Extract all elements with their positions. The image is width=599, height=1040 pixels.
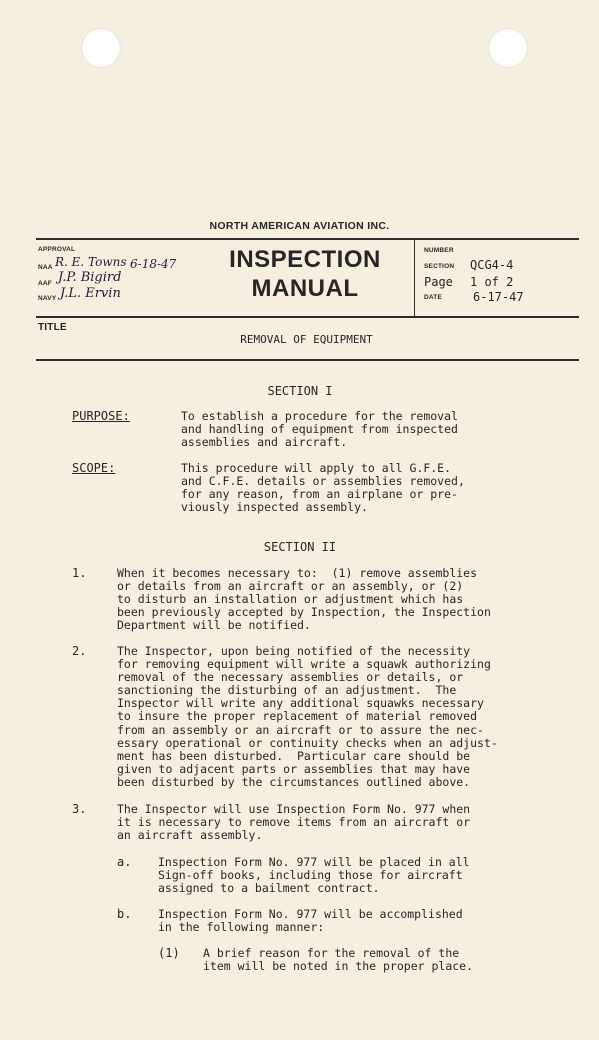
navy-label: NAVY xyxy=(38,295,57,302)
company-name: NORTH AMERICAN AVIATION INC. xyxy=(209,220,390,232)
page-value: 1 of 2 xyxy=(470,275,514,289)
item-3-text: The Inspector will use Inspection Form No. 977 when it is necessary to remove items from an aircraft or an aircraft assembly. xyxy=(117,802,471,843)
document-title: REMOVAL OF EQUIPMENT xyxy=(240,333,373,346)
sub-item-b1-label: (1) xyxy=(158,946,180,960)
section-label: SECTION xyxy=(424,263,455,270)
header-top-rule xyxy=(36,238,579,240)
purpose-label: PURPOSE: xyxy=(72,409,130,423)
section-ii-heading: SECTION II xyxy=(263,540,337,554)
purpose-text: To establish a procedure for the removal and handling of equipment from inspected assemblies and aircraft. xyxy=(181,409,458,450)
approval-label: APPROVAL xyxy=(38,246,76,253)
naa-label: NAA xyxy=(38,264,53,271)
manual-title-line2: MANUAL xyxy=(251,275,359,302)
sub-item-a-label: a. xyxy=(117,855,132,869)
punch-hole-left xyxy=(81,28,121,68)
page-label: Page xyxy=(424,275,453,289)
sub-item-b-label: b. xyxy=(117,907,132,921)
navy-signature: J.L. Ervin xyxy=(60,286,121,301)
naa-signature: R. E. Towns xyxy=(55,255,127,269)
sub-item-b-text: Inspection Form No. 977 will be accomplished in the following manner: xyxy=(158,907,463,935)
item-2-number: 2. xyxy=(72,644,87,658)
section-value: QCG4-4 xyxy=(470,258,514,272)
header-vertical-rule xyxy=(414,238,415,318)
sub-item-a-text: Inspection Form No. 977 will be placed in all Sign-off books, including those for aircraft assigned to a bailment contract. xyxy=(158,855,470,896)
section-i-heading: SECTION I xyxy=(267,384,333,398)
item-3-number: 3. xyxy=(72,802,87,816)
header-bottom-rule xyxy=(36,316,579,318)
title-bottom-rule xyxy=(36,359,579,361)
scope-text: This procedure will apply to all G.F.E. and C.F.E. details or assemblies removed, for any reason, from an airplane or pre- viously inspected assembly. xyxy=(181,461,465,515)
manual-title-line1: INSPECTION xyxy=(229,246,381,273)
naa-signature-date: 6-18-47 xyxy=(130,257,177,271)
scope-label: SCOPE: xyxy=(72,461,116,475)
aaf-signature: J.P. Bigird xyxy=(58,270,122,285)
punch-hole-right xyxy=(488,28,528,68)
sub-item-b1-text: A brief reason for the removal of the item will be noted in the proper place. xyxy=(203,946,474,974)
item-1-text: When it becomes necessary to: (1) remove assemblies or details from an aircraft or an assembly, or (2) to disturb an installation or adjustment which has been previously accepted by Inspection, the Inspection Department will be notified. xyxy=(117,566,491,633)
date-label: DATE xyxy=(424,294,443,301)
aaf-label: AAF xyxy=(38,280,52,287)
number-label: NUMBER xyxy=(424,247,454,254)
title-label: TITLE xyxy=(38,322,67,333)
item-2-text: The Inspector, upon being notified of the necessity for removing equipment will write a squawk authorizing removal of the necessary assemblies or details, or sanctioning the disturbing of an adjustment. The Inspector will write any additional squawks necessary to insure the proper replacement of material removed from an assembly or an aircraft or to assure the nec- essary operational or continuity checks when an adjust- ment has been disturbed. Particular care should be given to adjacent parts or assemblies that may have been disturbed by the circumstances outlined above. xyxy=(117,644,498,789)
date-value: 6-17-47 xyxy=(473,290,524,304)
item-1-number: 1. xyxy=(72,566,87,580)
